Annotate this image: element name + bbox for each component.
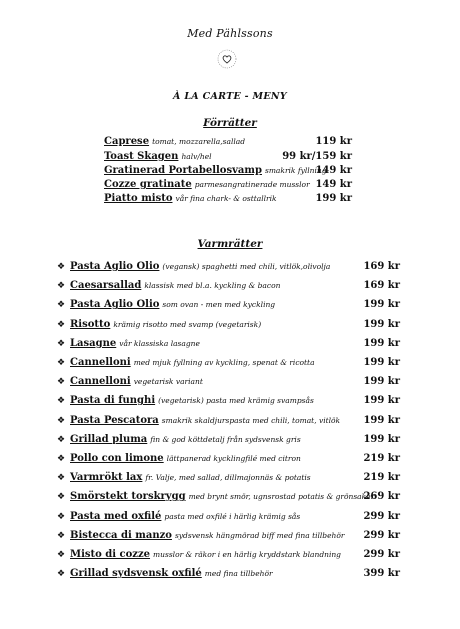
main-course-item bbox=[57, 356, 400, 370]
dish-description: krämig risotto med svamp (vegetarisk) bbox=[113, 319, 262, 329]
dish-price: 199 kr bbox=[315, 193, 352, 204]
diamond-bullet-icon: ❖ bbox=[57, 319, 66, 330]
dish-price: 199 kr bbox=[363, 376, 400, 388]
dish-price: 299 kr bbox=[363, 549, 400, 560]
dish-description: med brynt smör, ugnsrostad potatis & grönsaker bbox=[188, 492, 375, 502]
main-course-item bbox=[57, 567, 400, 581]
dish-name: Pasta Aglio Olio bbox=[70, 261, 160, 272]
main-course-item bbox=[57, 433, 400, 447]
dish-price: 299 kr bbox=[363, 510, 400, 522]
dish-name: Pollo con limone bbox=[70, 453, 164, 464]
diamond-bullet-icon: ❖ bbox=[57, 300, 66, 311]
dish-price: 269 kr bbox=[363, 491, 400, 503]
dish-name: Gratinerad Portabellosvamp bbox=[104, 165, 262, 176]
main-course-item bbox=[57, 318, 400, 332]
main-course-item bbox=[57, 337, 400, 351]
diamond-bullet-icon: ❖ bbox=[57, 281, 66, 292]
dish-description: pasta med oxfilé i härlig krämig sås bbox=[164, 511, 301, 521]
diamond-bullet-icon: ❖ bbox=[57, 550, 66, 560]
starter-item bbox=[104, 178, 352, 192]
dish-description: med fina tillbehör bbox=[204, 569, 273, 579]
dish-name: Grillad pluma bbox=[70, 433, 148, 445]
dish-price: 199 kr bbox=[363, 414, 400, 426]
main-course-item bbox=[57, 490, 400, 504]
page-title: À LA CARTE - MENY bbox=[173, 91, 287, 102]
diamond-bullet-icon: ❖ bbox=[57, 454, 66, 464]
dish-price: 169 kr bbox=[363, 261, 400, 272]
dish-name: Toast Skagen bbox=[104, 151, 179, 162]
main-course-item bbox=[57, 452, 400, 466]
dish-price: 149 kr bbox=[315, 165, 352, 176]
dish-description: som ovan - men med kyckling bbox=[162, 300, 276, 310]
dish-name: Pasta di funghi bbox=[70, 395, 156, 407]
heart-emblem-icon bbox=[217, 49, 237, 69]
diamond-bullet-icon: ❖ bbox=[57, 396, 66, 407]
dish-price: 299 kr bbox=[363, 529, 400, 541]
dish-price: 199 kr bbox=[363, 318, 400, 330]
dish-price: 199 kr bbox=[363, 395, 400, 407]
diamond-bullet-icon: ❖ bbox=[57, 262, 66, 272]
dish-name: Pasta Aglio Olio bbox=[70, 299, 160, 311]
dish-price: 219 kr bbox=[363, 453, 400, 464]
dish-description: parmesangratinerade musslor bbox=[194, 180, 310, 189]
dish-name: Caesarsallad bbox=[70, 280, 142, 292]
main-course-item bbox=[57, 510, 400, 524]
dish-name: Caprese bbox=[104, 136, 150, 147]
main-course-item bbox=[57, 298, 400, 312]
main-course-item bbox=[57, 471, 400, 485]
dish-price: 219 kr bbox=[363, 472, 400, 484]
dish-name: Risotto bbox=[70, 318, 111, 330]
diamond-bullet-icon: ❖ bbox=[57, 569, 66, 580]
dish-name: Grillad sydsvensk oxfilé bbox=[70, 568, 202, 580]
dish-name: Lasagne bbox=[70, 337, 117, 349]
diamond-bullet-icon: ❖ bbox=[57, 530, 66, 541]
diamond-bullet-icon: ❖ bbox=[57, 358, 66, 368]
diamond-bullet-icon: ❖ bbox=[57, 338, 66, 349]
dish-price: 199 kr bbox=[363, 357, 400, 368]
dish-description: fin & god köttdetalj från sydsvensk gris bbox=[150, 434, 301, 444]
diamond-bullet-icon: ❖ bbox=[57, 492, 66, 503]
dish-name: Cannelloni bbox=[70, 376, 131, 388]
dish-description: (vegetarisk) pasta med krämig svampsås bbox=[158, 396, 314, 406]
dish-description: smakrik skaldjurspasta med chili, tomat, vitlök bbox=[161, 415, 341, 425]
dish-name: Cozze gratinate bbox=[104, 179, 192, 190]
dish-price: 149 kr bbox=[315, 179, 352, 190]
dish-price: 169 kr bbox=[363, 280, 400, 292]
starter-item bbox=[104, 164, 352, 178]
starter-item bbox=[104, 150, 352, 164]
dish-description: (vegansk) spaghetti med chili, vitlök,olivolja bbox=[162, 262, 331, 271]
diamond-bullet-icon: ❖ bbox=[57, 415, 66, 426]
dish-name: Smörstekt torskrygg bbox=[70, 491, 186, 503]
dish-description: tomat, mozzarella,sallad bbox=[152, 137, 246, 146]
dish-description: med mjuk fyllning av kyckling, spenat & ricotta bbox=[133, 358, 315, 367]
dish-price: 119 kr bbox=[315, 136, 352, 147]
main-course-item bbox=[57, 260, 400, 274]
dish-price: 199 kr bbox=[363, 433, 400, 445]
main-course-item bbox=[57, 394, 400, 408]
main-course-item bbox=[57, 548, 400, 562]
dish-description: vegetarisk variant bbox=[133, 377, 203, 387]
dish-price: 199 kr bbox=[363, 337, 400, 349]
main-course-item bbox=[57, 414, 400, 428]
starter-item bbox=[104, 192, 352, 206]
diamond-bullet-icon: ❖ bbox=[57, 473, 66, 484]
dish-description: klassisk med bl.a. kyckling & bacon bbox=[144, 281, 281, 291]
dish-name: Varmrökt lax bbox=[70, 472, 143, 484]
diamond-bullet-icon: ❖ bbox=[57, 434, 66, 445]
dish-name: Pasta med oxfilé bbox=[70, 510, 162, 522]
brand-name: Med Pählssons bbox=[187, 27, 273, 40]
dish-price: 399 kr bbox=[363, 568, 400, 580]
main-course-item bbox=[57, 529, 400, 543]
main-course-item bbox=[57, 375, 400, 389]
dish-description: fr. Valje, med sallad, dillmajonnäs & potatis bbox=[145, 473, 311, 483]
section-title-mains: Varmrätter bbox=[197, 238, 263, 250]
dish-price: 99 kr/159 kr bbox=[282, 151, 352, 162]
dish-name: Cannelloni bbox=[70, 357, 131, 368]
dish-description: vår klassiska lasagne bbox=[119, 338, 200, 348]
dish-description: smakrik fyllning bbox=[264, 166, 327, 175]
dish-description: vår fina chark- & osttallrik bbox=[175, 194, 277, 203]
dish-name: Pasta Pescatora bbox=[70, 414, 159, 426]
starter-item bbox=[104, 135, 352, 149]
diamond-bullet-icon: ❖ bbox=[57, 377, 66, 388]
main-course-item bbox=[57, 279, 400, 293]
dish-description: halv/hel bbox=[181, 152, 212, 161]
diamond-bullet-icon: ❖ bbox=[57, 511, 66, 522]
dish-name: Piatto misto bbox=[104, 193, 173, 204]
dish-name: Misto di cozze bbox=[70, 549, 151, 560]
dish-description: musslor & räkor i en härlig kryddstark blandning bbox=[153, 550, 341, 559]
dish-price: 199 kr bbox=[363, 299, 400, 311]
dish-name: Bistecca di manzo bbox=[70, 529, 172, 541]
dish-description: lättpanerad kycklingfilé med citron bbox=[166, 454, 301, 463]
section-title-starters: Förrätter bbox=[203, 117, 257, 129]
dish-description: sydsvensk hängmörad biff med fina tillbehör bbox=[174, 530, 345, 540]
